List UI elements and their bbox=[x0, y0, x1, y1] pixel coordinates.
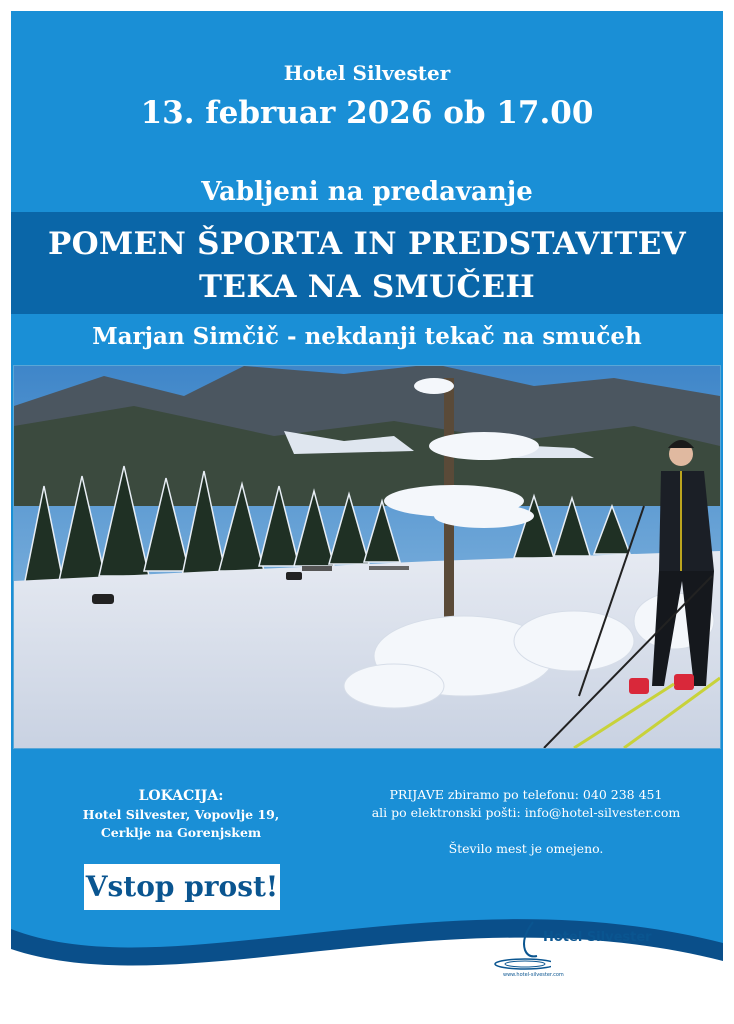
location-address-line-2: Cerklje na Gorenjskem bbox=[100, 825, 262, 840]
location-address-line-1: Hotel Silvester, Vopovlje 19, bbox=[82, 807, 280, 822]
speaker-line: Marjan Simčič - nekdanji tekač na smučeh bbox=[92, 323, 642, 350]
poster bbox=[11, 11, 723, 1016]
seat-limit-note: Število mest je omejeno. bbox=[448, 841, 604, 856]
lecture-title-line-2: TEKA NA SMUČEH bbox=[199, 269, 535, 305]
logo-name: Hotel Silvester bbox=[543, 930, 652, 945]
free-entry-badge: Vstop prost! bbox=[84, 864, 280, 910]
droplet-wave-icon bbox=[491, 916, 551, 976]
registration-email: ali po elektronski pošti: info@hotel-silvester.com bbox=[371, 805, 681, 820]
lecture-title-line-1: POMEN ŠPORTA IN PREDSTAVITEV bbox=[48, 226, 686, 262]
winter-skiing-photo bbox=[13, 365, 721, 749]
location-label: LOKACIJA: bbox=[138, 788, 224, 804]
logo-url: www.hotel-silvester.com bbox=[503, 972, 564, 978]
registration-phone: PRIJAVE zbiramo po telefonu: 040 238 451 bbox=[389, 787, 663, 802]
title-band bbox=[11, 212, 723, 314]
event-datetime: 13. februar 2026 ob 17.00 bbox=[140, 95, 594, 131]
hotel-logo bbox=[491, 916, 661, 986]
invitation-text: Vabljeni na predavanje bbox=[201, 177, 533, 207]
photo-illustration bbox=[14, 366, 720, 748]
venue-name: Hotel Silvester bbox=[283, 61, 451, 85]
